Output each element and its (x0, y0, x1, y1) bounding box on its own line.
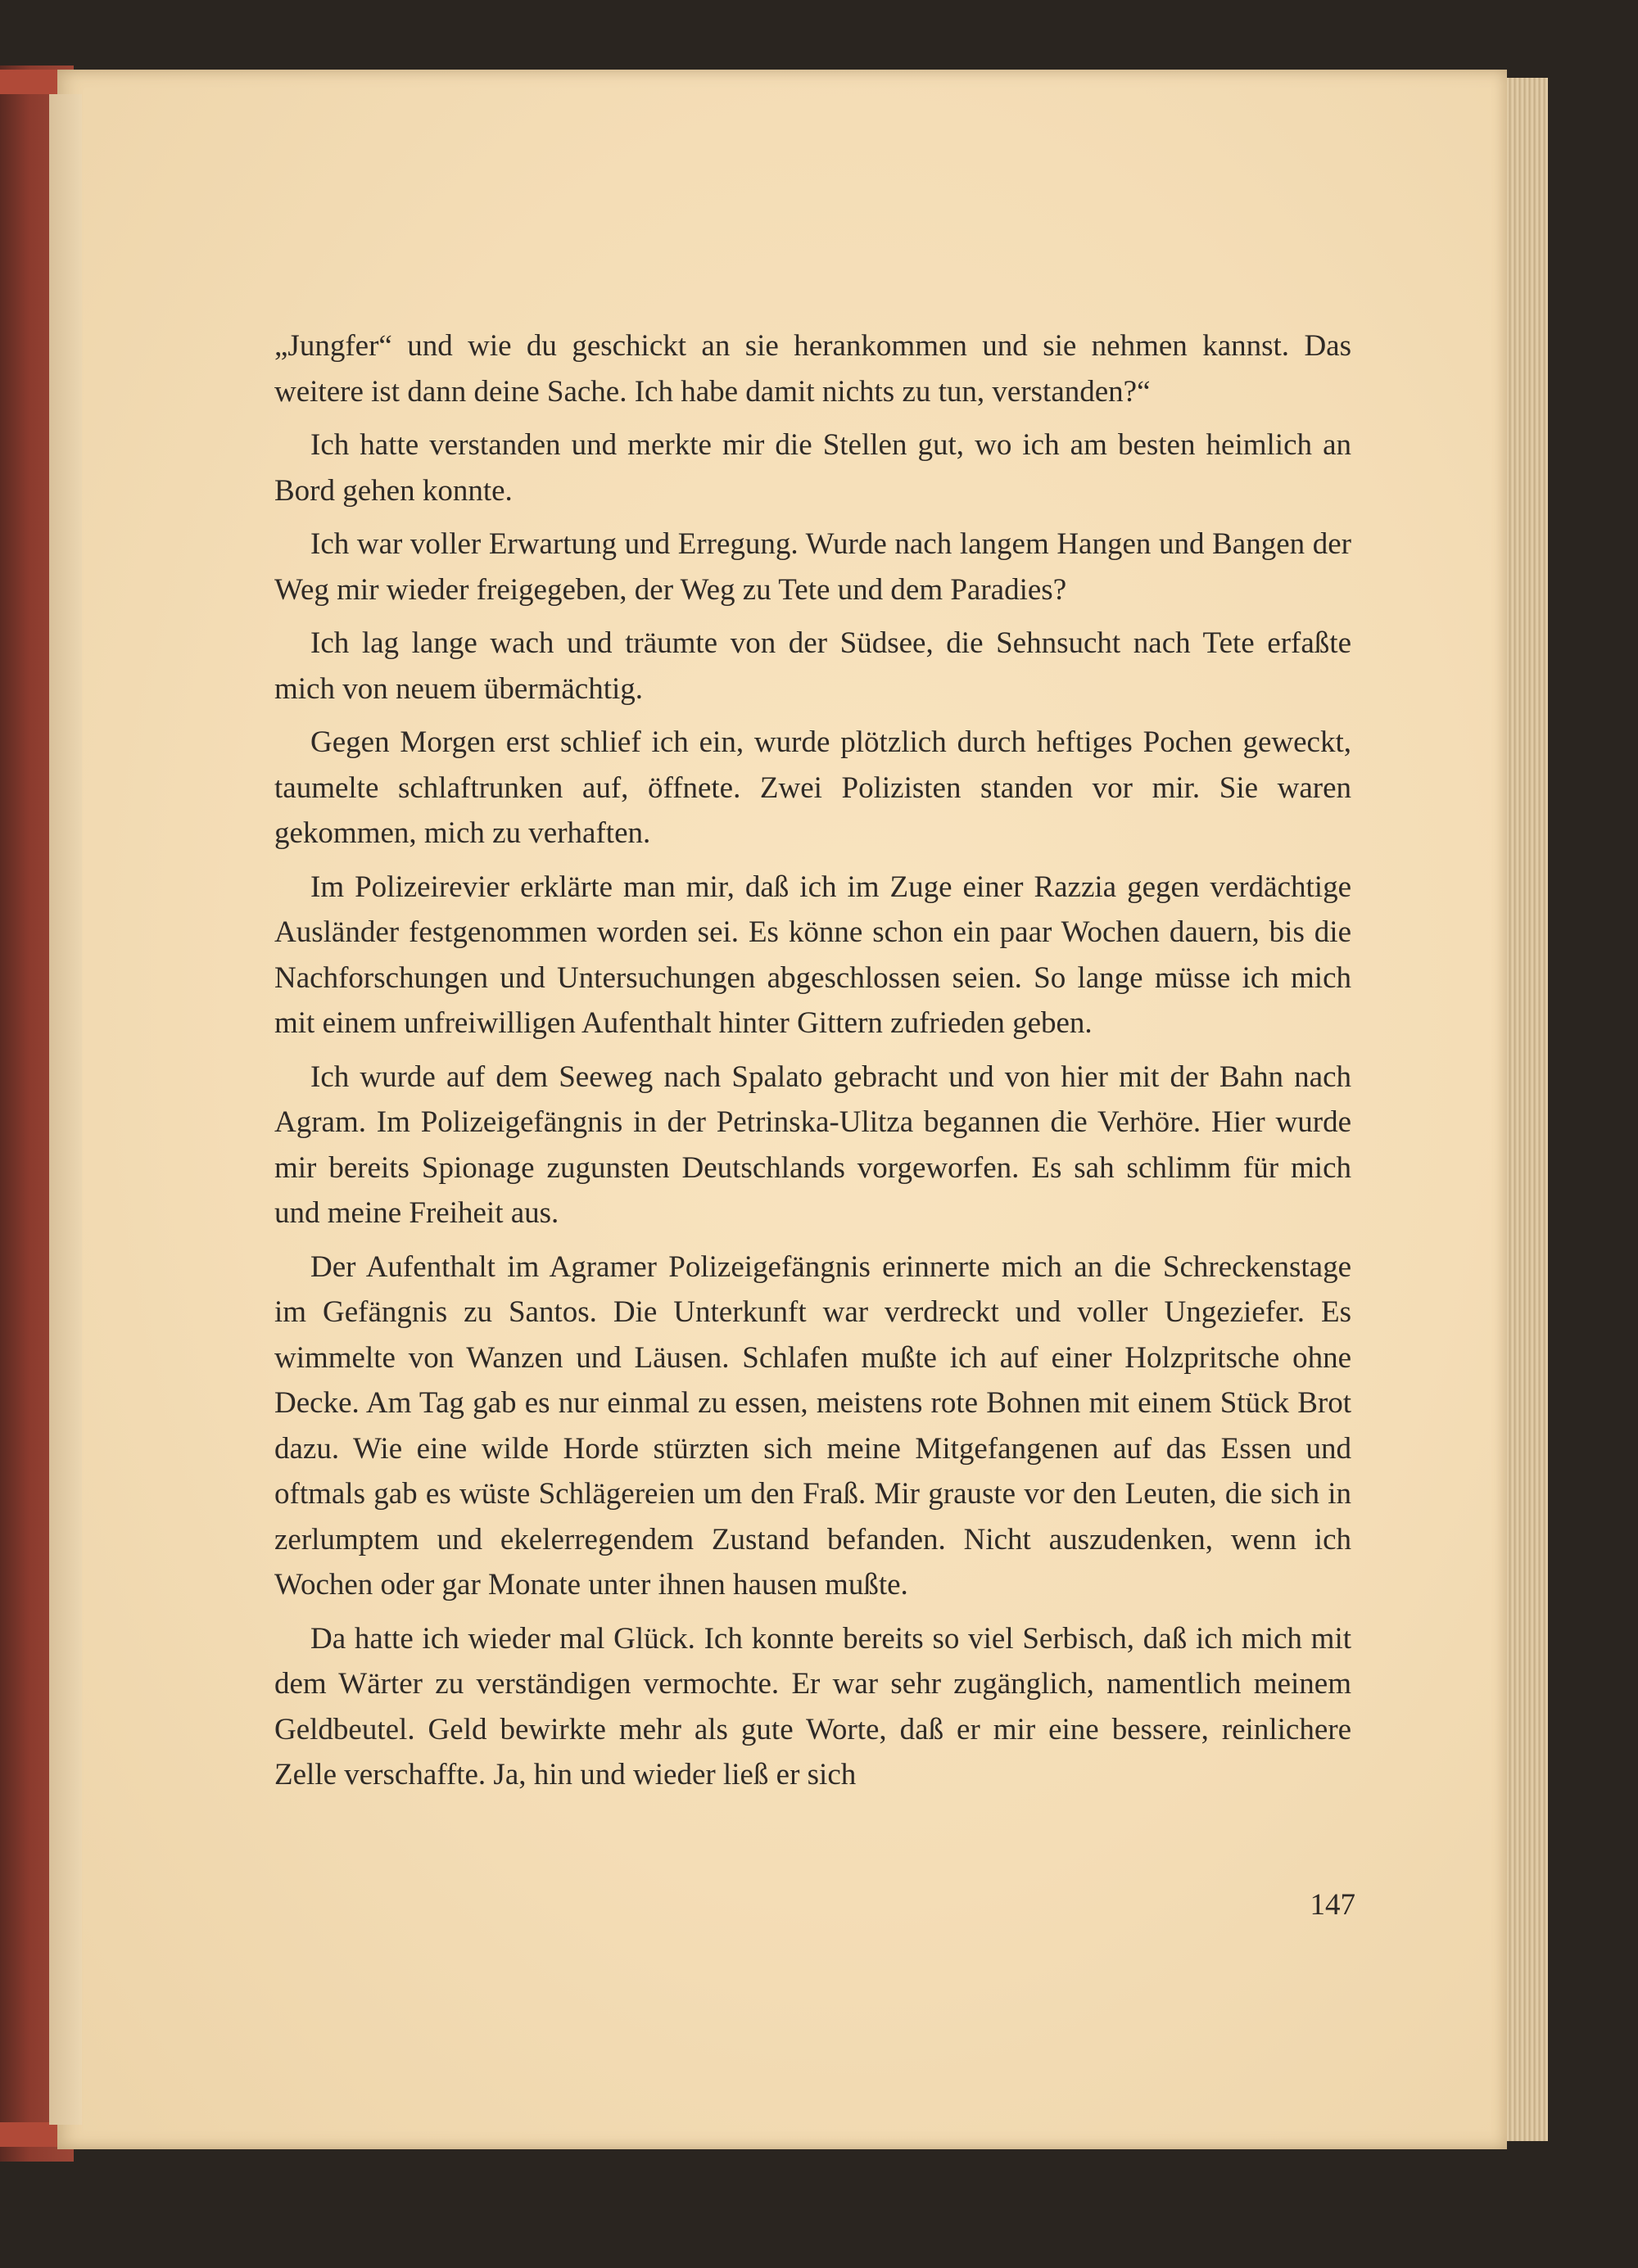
paragraph: Gegen Morgen erst schlief ich ein, wurde plötzlich durch heftiges Pochen geweckt, taumelte schlaftrunken auf, öffnete. Zwei Polizisten standen vor mir. Sie waren gekommen, mich zu verhaften. (274, 725, 1351, 850)
paragraph: Der Aufenthalt im Agramer Polizeigefängnis erinnerte mich an die Schreckenstage im Gefängnis zu Santos. Die Unterkunft war verdreckt und voller Ungeziefer. Es wimmelte von Wanzen und Läusen. Schlafen mußte ich auf einer Holzpritsche ohne Decke. Am Tag gab es nur einmal zu essen, meistens rote Bohnen mit einem Stück Brot dazu. Wie eine wilde Horde stürzten sich meine Mitgefangenen auf das Essen und oftmals gab es wüste Schlägereien um den Fraß. Mir grauste vor den Leuten, die sich in zerlumptem und ekelerregendem Zustand befanden. Nicht auszudenken, wenn ich Wochen oder gar Monate unter ihnen hausen mußte. (274, 1249, 1351, 1602)
paragraph: Ich hatte verstanden und merkte mir die Stellen gut, wo ich am besten heimlich an Bord gehen konnte. (274, 428, 1351, 508)
paragraph: „Jungfer“ und wie du geschickt an sie herankommen und sie nehmen kannst. Das weitere ist dann deine Sache. Ich habe damit nichts zu tun, verstanden?“ (274, 329, 1351, 409)
paragraph: Im Polizeirevier erklärte man mir, daß ich im Zuge einer Razzia gegen verdächtige Ausländer festgenommen worden sei. Es könne schon ein paar Wochen dauern, bis die Nachforschungen und Untersuchungen abgeschlossen seien. So lange müsse ich mich mit einem unfreiwilligen Aufenthalt hinter Gittern zufrieden geben. (274, 870, 1351, 1040)
page-text (274, 323, 1351, 1806)
paragraph: Ich war voller Erwartung und Erregung. Wurde nach langem Hangen und Bangen der Weg mir wieder freigegeben, der Weg zu Tete und dem Paradies? (274, 527, 1351, 607)
page-number: 147 (1310, 1888, 1355, 1922)
paragraph: Da hatte ich wieder mal Glück. Ich konnte bereits so viel Serbisch, daß ich mich mit dem Wärter zu verständigen vermochte. Er war sehr zugänglich, namentlich meinem Geldbeutel. Geld bewirkte mehr als gute Worte, daß er mir eine bessere, reinlichere Zelle verschaffte. Ja, hin und wieder ließ er sich (274, 1621, 1351, 1791)
previous-page-edge (49, 94, 82, 2125)
book-page (57, 70, 1507, 2149)
paragraph: Ich wurde auf dem Seeweg nach Spalato gebracht und von hier mit der Bahn nach Agram. Im Polizeigefängnis in der Petrinska-Ulitza begannen die Verhöre. Hier wurde mir bereits Spionage zugunsten Deutschlands vorgeworfen. Es sah schlimm für mich und meine Freiheit aus. (274, 1059, 1351, 1230)
paragraph: Ich lag lange wach und träumte von der Südsee, die Sehnsucht nach Tete erfaßte mich von neuem übermächtig. (274, 626, 1351, 706)
